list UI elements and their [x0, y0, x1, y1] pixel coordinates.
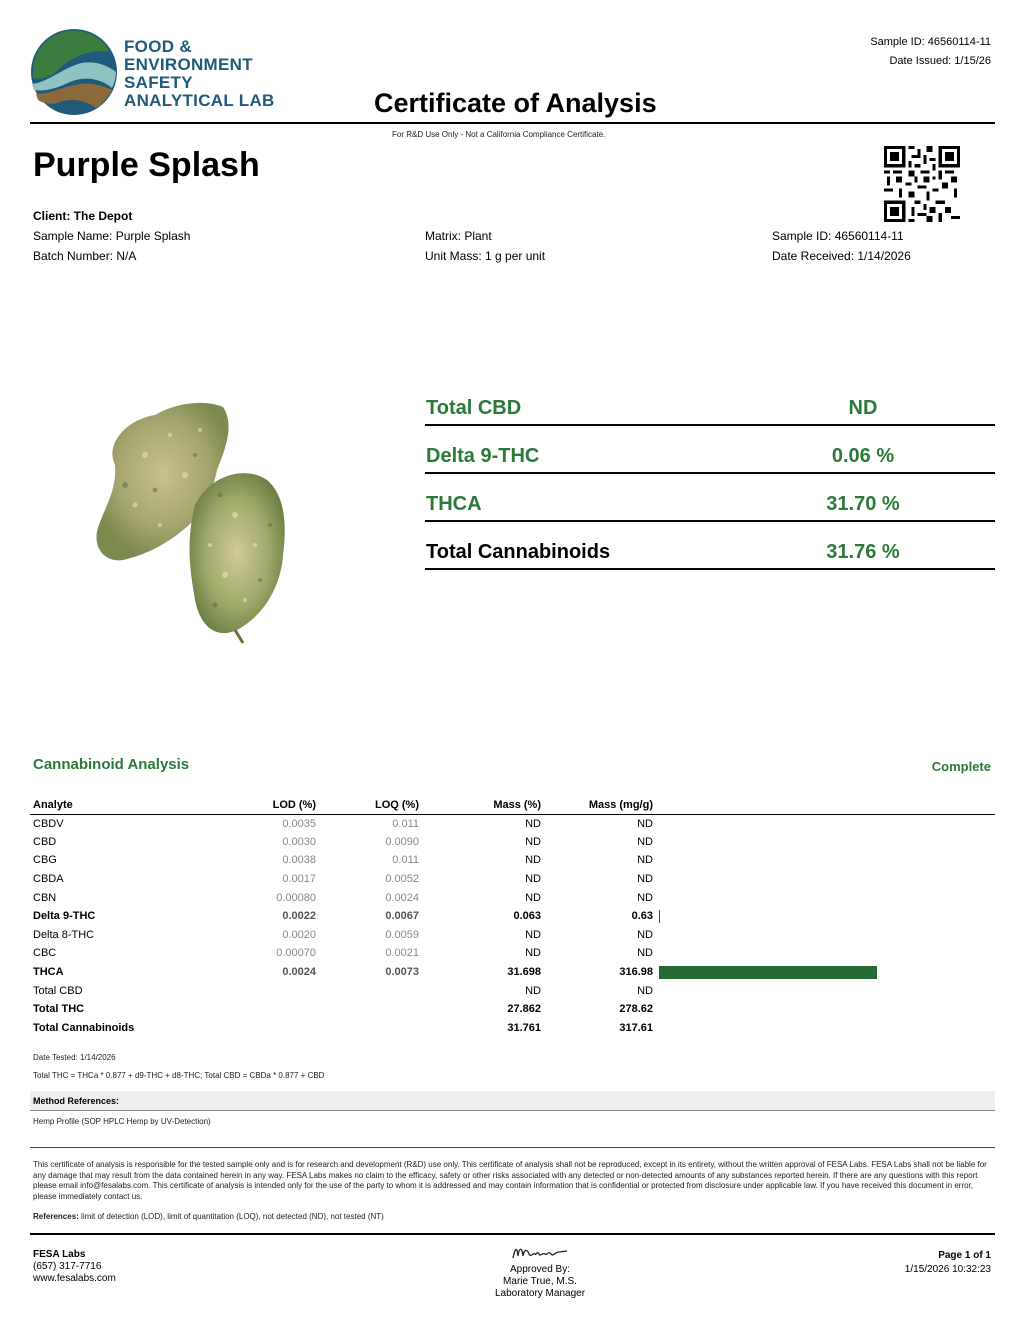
cell-lod — [230, 1000, 316, 1019]
table-row — [30, 833, 995, 852]
summary-row-thca — [425, 474, 995, 522]
legal-disclaimer: This certificate of analysis is responsible for the tested sample only and is for research and development (R&D) use only. This certificate of analysis shall not be reproduced, except in its entirety, without the written approval of FESA Labs. FESA Labs shall not be liable for any damage that may result from the data contained herein in any way. FESA Labs makes no claim to the efficacy, safety or other risks associated with any detected or non-detected amounts of any substances reported herein. If there are any questions with this report please email info@fesalabs.com. This certificate of analysis is intended only for the use of the party to whom it is addressed and may contain information that is confidential or protected from disclosure under applicable law. If you have received this document in error, please immediately contact us. — [33, 1160, 987, 1201]
cell-analyte: Total THC — [33, 1003, 85, 1016]
cell-lod: 0.0038 — [282, 854, 316, 867]
cell-mass-mg: ND — [637, 947, 653, 960]
cell-lod: 0.0024 — [282, 966, 316, 979]
table-row — [30, 870, 995, 889]
cell-bar — [653, 926, 995, 945]
unit-mass: Unit Mass: 1 g per unit — [425, 249, 546, 263]
cell-lod: 0.0022 — [282, 910, 316, 923]
cell-mass-mg: 0.63 — [631, 910, 653, 923]
cell-loq — [316, 1019, 419, 1038]
product-photo — [85, 395, 295, 645]
table-row — [30, 1019, 995, 1038]
table-row — [30, 944, 995, 963]
summary-label: Delta 9-THC — [426, 445, 540, 467]
cell-mass-percent: ND — [525, 984, 541, 997]
table-row — [30, 851, 995, 870]
approver-name: Marie True, M.S. — [503, 1276, 577, 1287]
cell-lod: 0.0020 — [282, 928, 316, 941]
cell-bar — [653, 981, 995, 1000]
date-received: Date Received: 1/14/2026 — [772, 249, 911, 263]
logo-line: SAFETY — [124, 73, 193, 92]
report-timestamp: 1/15/2026 10:32:23 — [904, 1264, 991, 1275]
table-row — [30, 963, 995, 982]
column-header: LOD (%) — [230, 798, 316, 814]
cell-mass-percent: ND — [525, 891, 541, 904]
table-row — [30, 1000, 995, 1019]
lab-website: www.fesalabs.com — [33, 1273, 116, 1284]
cell-mass-percent: ND — [525, 873, 541, 886]
cell-mass-mg: 278.62 — [619, 1003, 653, 1016]
cell-lod: 0.00070 — [276, 947, 316, 960]
cell-bar — [653, 907, 995, 926]
cell-mass-percent: 31.698 — [507, 966, 541, 979]
column-header: LOQ (%) — [316, 798, 419, 814]
table-row — [30, 926, 995, 945]
cell-lod: 0.0017 — [282, 873, 316, 886]
table-header-row — [30, 798, 995, 814]
references — [33, 1212, 384, 1221]
cell-lod: 0.00080 — [276, 891, 316, 904]
table-row — [30, 907, 995, 926]
lab-phone: (657) 317-7716 — [33, 1261, 102, 1272]
cell-mass-percent: 0.063 — [513, 910, 541, 923]
cell-mass-mg: ND — [637, 928, 653, 941]
cell-mass-mg: 317.61 — [619, 1021, 653, 1034]
method-reference: Hemp Profile (SOP HPLC Hemp by UV-Detection) — [33, 1117, 211, 1126]
lab-logo-wordmark — [124, 38, 284, 110]
summary-row-total-cbd — [425, 378, 995, 426]
table-row — [30, 981, 995, 1000]
cell-loq: 0.011 — [392, 817, 419, 830]
page-title: Certificate of Analysis — [374, 88, 657, 118]
approved-by-label: Approved By: — [509, 1264, 571, 1275]
table-row — [30, 888, 995, 907]
cell-bar — [653, 944, 995, 963]
summary-row-total-cannabinoids — [425, 522, 995, 570]
cell-analyte: CBD — [33, 835, 57, 848]
summary-label: Total CBD — [426, 397, 522, 419]
cell-analyte: CBDV — [33, 817, 64, 830]
method-references-header — [30, 1091, 995, 1111]
cell-mass-percent: ND — [525, 854, 541, 867]
summary-row-delta9-thc — [425, 426, 995, 474]
cell-lod: 0.0035 — [282, 817, 316, 830]
cell-analyte: CBG — [33, 854, 57, 867]
cell-mass-percent: ND — [525, 928, 541, 941]
method-references-label: Method References: — [33, 1096, 120, 1106]
product-name: Purple Splash — [33, 146, 260, 184]
logo-line: ANALYTICAL LAB — [124, 91, 275, 110]
references-label: References: — [33, 1212, 79, 1221]
summary-value: 31.76 % — [826, 541, 900, 563]
section-title: Cannabinoid Analysis — [33, 756, 190, 773]
cell-mass-mg: ND — [637, 891, 653, 904]
cell-bar — [653, 851, 995, 870]
cell-analyte: Total CBD — [33, 984, 83, 997]
summary-label: THCA — [426, 493, 482, 515]
cannabinoid-table — [30, 798, 995, 1037]
cell-mass-mg: ND — [637, 854, 653, 867]
total-formula: Total THC = THCa * 0.877 + d9-THC + d8-THC; Total CBD = CBDa * 0.877 + CBD — [33, 1071, 325, 1080]
cell-lod — [230, 981, 316, 1000]
lab-logo-icon — [30, 28, 118, 116]
cell-bar — [653, 1019, 995, 1038]
cell-loq: 0.0073 — [385, 966, 419, 979]
cell-lod: 0.0030 — [282, 835, 316, 848]
approver-title: Laboratory Manager — [494, 1288, 586, 1299]
matrix: Matrix: Plant — [425, 229, 492, 243]
cell-loq: 0.0024 — [385, 891, 419, 904]
lab-contact — [33, 1249, 116, 1285]
cell-bar — [653, 1000, 995, 1019]
cell-bar — [653, 833, 995, 852]
page-number: Page 1 of 1 — [938, 1250, 991, 1261]
batch-number: Batch Number: N/A — [33, 249, 137, 263]
cell-lod — [230, 1019, 316, 1038]
cell-loq: 0.011 — [392, 854, 419, 867]
cell-mass-percent: 27.862 — [507, 1003, 541, 1016]
cell-bar — [653, 814, 995, 833]
cell-loq: 0.0052 — [385, 873, 419, 886]
cell-analyte: Delta 8-THC — [33, 928, 95, 941]
cell-mass-percent: ND — [525, 817, 541, 830]
summary-label: Total Cannabinoids — [426, 541, 611, 563]
header-meta — [870, 33, 991, 71]
divider — [30, 1147, 995, 1148]
cell-analyte: Total Cannabinoids — [33, 1021, 135, 1034]
cell-mass-percent: ND — [525, 947, 541, 960]
cell-mass-mg: 316.98 — [619, 966, 653, 979]
cell-analyte: CBC — [33, 947, 57, 960]
footer-divider — [30, 1233, 995, 1235]
cell-analyte: Delta 9-THC — [33, 910, 96, 923]
lab-name: FESA Labs — [33, 1249, 86, 1260]
column-header: Mass (mg/g) — [541, 798, 653, 814]
cell-loq: 0.0021 — [385, 947, 419, 960]
cell-bar — [653, 870, 995, 889]
date-tested: Date Tested: 1/14/2026 — [33, 1053, 116, 1062]
use-disclaimer: For R&D Use Only - Not a California Compliance Certificate. — [392, 130, 606, 139]
signature-icon — [505, 1240, 575, 1264]
cell-mass-percent: 31.761 — [507, 1021, 541, 1034]
concentration-bar — [659, 910, 660, 923]
cell-mass-mg: ND — [637, 984, 653, 997]
cell-mass-mg: ND — [637, 835, 653, 848]
header-date-issued: Date Issued: 1/15/26 — [889, 55, 991, 67]
cell-mass-mg: ND — [637, 817, 653, 830]
references-text: limit of detection (LOD), limit of quantitation (LOQ), not detected (ND), not tested (NT) — [78, 1212, 384, 1221]
cell-loq: 0.0059 — [385, 928, 419, 941]
concentration-bar — [659, 966, 877, 979]
qr-code-icon — [884, 146, 960, 222]
cell-loq — [316, 1000, 419, 1019]
summary-value: 31.70 % — [826, 493, 900, 515]
summary-value: 0.06 % — [831, 445, 895, 467]
cell-mass-mg: ND — [637, 873, 653, 886]
cell-mass-percent: ND — [525, 835, 541, 848]
column-header-bar — [653, 798, 995, 814]
cell-loq: 0.0067 — [385, 910, 419, 923]
page-info — [905, 1249, 991, 1277]
column-header: Mass (%) — [419, 798, 541, 814]
approval-block — [470, 1240, 610, 1300]
cell-analyte: THCA — [33, 966, 64, 979]
client-label: Client: The Depot — [33, 209, 133, 223]
table-row — [30, 814, 995, 833]
status-badge: Complete — [931, 759, 991, 774]
header-sample-id: Sample ID: 46560114-11 — [870, 36, 991, 48]
logo-line: FOOD & — [124, 37, 192, 56]
cell-analyte: CBN — [33, 891, 57, 904]
summary-value: ND — [848, 397, 878, 419]
sample-id: Sample ID: 46560114-11 — [772, 229, 904, 243]
header-divider — [30, 122, 995, 124]
cell-loq: 0.0090 — [385, 835, 419, 848]
cell-analyte: CBDA — [33, 873, 64, 886]
cell-bar — [653, 963, 995, 982]
cell-loq — [316, 981, 419, 1000]
column-header: Analyte — [30, 798, 230, 814]
sample-name: Sample Name: Purple Splash — [33, 229, 191, 243]
cell-bar — [653, 888, 995, 907]
logo-line: ENVIRONMENT — [124, 55, 253, 74]
client-name — [33, 206, 132, 226]
table-body — [30, 814, 995, 1037]
